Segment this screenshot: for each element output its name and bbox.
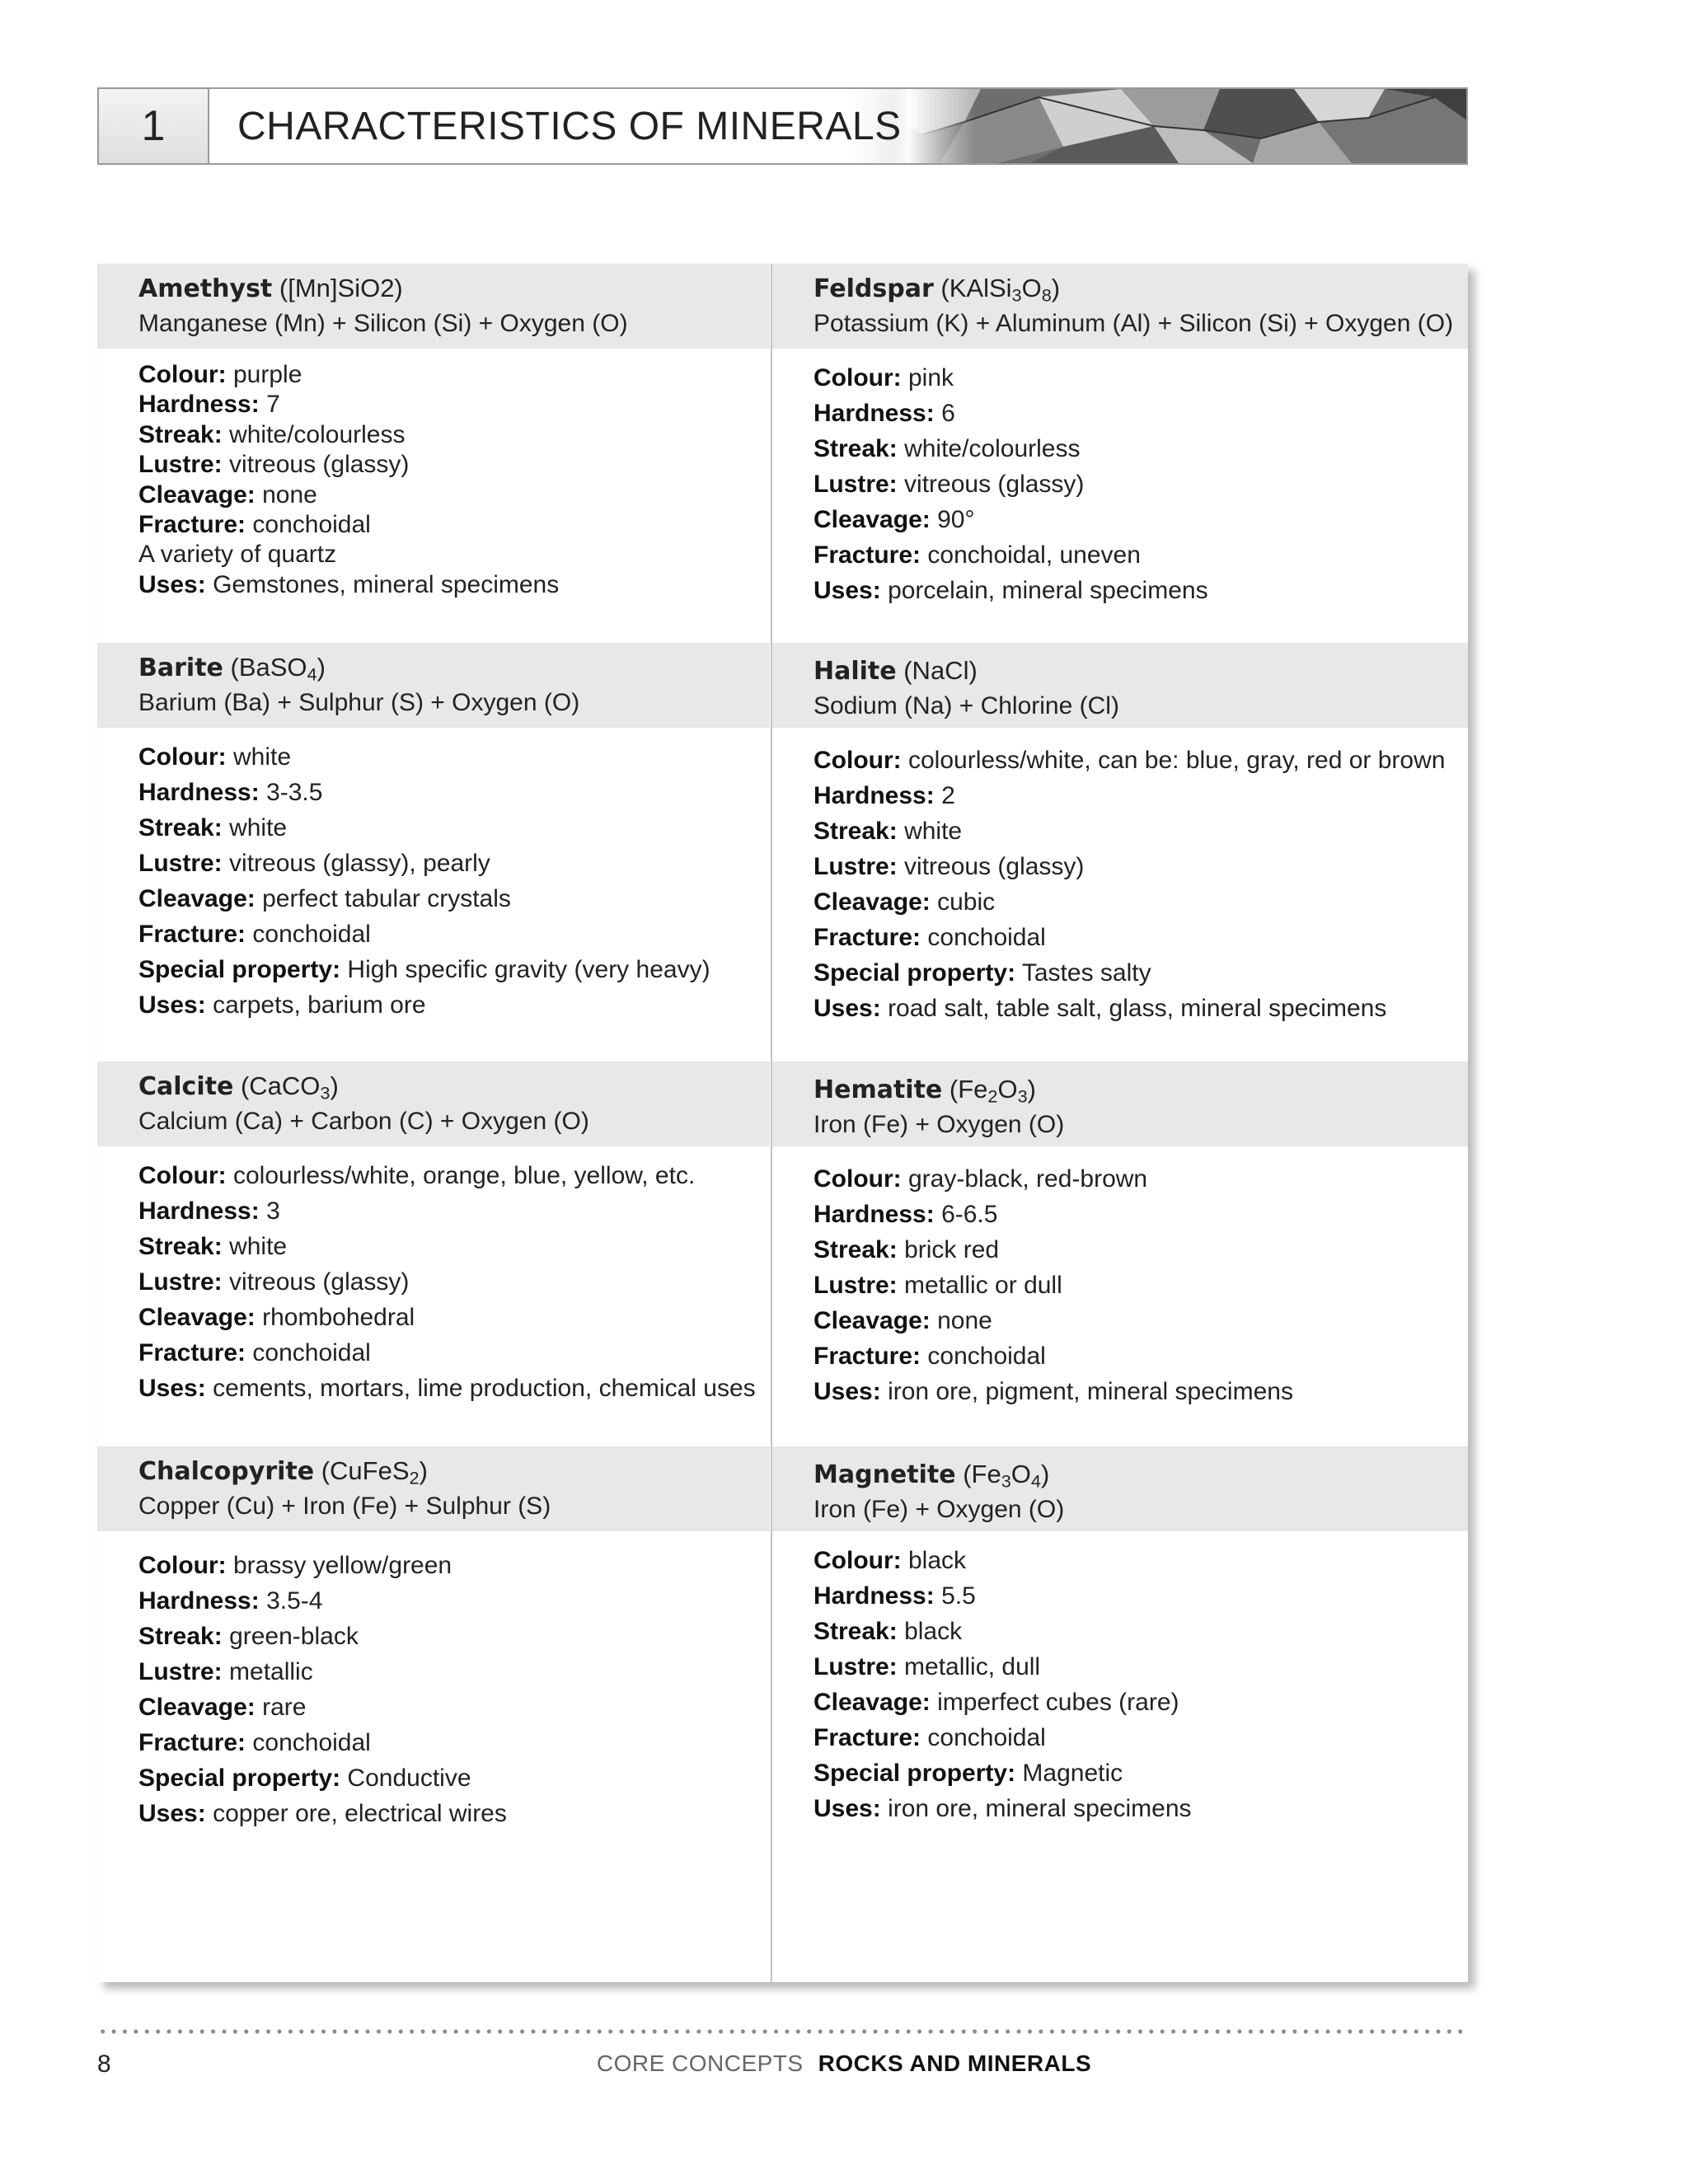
property-value: white bbox=[229, 814, 288, 841]
book-title: ROCKS AND MINERALS bbox=[818, 2050, 1092, 2076]
mineral-elements: Calcium (Ca) + Carbon (C) + Oxygen (O) bbox=[138, 1108, 589, 1135]
property-label: Streak: bbox=[138, 814, 223, 841]
property-row bbox=[814, 1197, 1468, 1232]
property-label: Fracture: bbox=[138, 1339, 246, 1366]
property-row bbox=[138, 480, 770, 510]
property-row bbox=[814, 431, 1468, 466]
property-value: 3.5-4 bbox=[266, 1587, 323, 1615]
property-value: 3 bbox=[266, 1197, 280, 1225]
property-label: Cleavage: bbox=[138, 1304, 256, 1331]
property-row bbox=[814, 573, 1468, 608]
series-name: CORE CONCEPTS bbox=[596, 2050, 804, 2076]
running-footer bbox=[0, 2050, 1688, 2077]
mineral-header bbox=[772, 1062, 1468, 1146]
property-row bbox=[138, 810, 770, 846]
mineral-chalcopyrite bbox=[97, 1446, 770, 1831]
property-value: vitreous (glassy) bbox=[229, 451, 410, 479]
mineral-name: Magnetite bbox=[814, 1460, 956, 1489]
property-row bbox=[138, 1725, 770, 1760]
property-row bbox=[138, 1548, 770, 1583]
property-row bbox=[138, 360, 770, 390]
property-value: green-black bbox=[229, 1623, 359, 1650]
property-value: imperfect cubes (rare) bbox=[937, 1689, 1179, 1716]
property-value: vitreous (glassy), pearly bbox=[229, 850, 490, 877]
property-value: 6 bbox=[941, 400, 955, 427]
property-label: Uses: bbox=[814, 577, 881, 604]
property-row bbox=[138, 420, 770, 450]
property-row bbox=[138, 987, 770, 1023]
property-label: Colour: bbox=[814, 747, 902, 774]
mineral-elements: Potassium (K) + Aluminum (Al) + Silicon (Si) + Oxygen (O) bbox=[814, 310, 1454, 337]
property-label: Colour: bbox=[814, 1165, 902, 1193]
property-row bbox=[138, 570, 770, 600]
property-value: black bbox=[904, 1618, 963, 1645]
mineral-header bbox=[97, 643, 770, 728]
property-row bbox=[138, 510, 770, 540]
property-label: Streak: bbox=[814, 435, 898, 462]
property-row bbox=[138, 1335, 770, 1371]
property-label: Streak: bbox=[814, 1618, 898, 1645]
property-value: 2 bbox=[941, 782, 955, 809]
property-value: conchoidal bbox=[927, 1343, 1046, 1370]
mineral-elements: Iron (Fe) + Oxygen (O) bbox=[814, 1496, 1065, 1523]
mineral-header bbox=[772, 264, 1468, 349]
property-label: Hardness: bbox=[814, 1201, 935, 1228]
property-label: Streak: bbox=[138, 420, 223, 448]
property-row bbox=[814, 1338, 1468, 1374]
property-row bbox=[814, 813, 1468, 849]
property-value: conchoidal bbox=[252, 1729, 371, 1756]
property-value: brick red bbox=[904, 1236, 1000, 1263]
property-value: vitreous (glassy) bbox=[904, 471, 1085, 498]
property-label: Hardness: bbox=[138, 779, 260, 806]
property-value: gray-black, red-brown bbox=[907, 1165, 1148, 1193]
property-label: Fracture: bbox=[138, 921, 246, 948]
property-value: white/colourless bbox=[904, 435, 1081, 462]
property-value: iron ore, mineral specimens bbox=[888, 1795, 1192, 1822]
property-value: conchoidal bbox=[927, 924, 1046, 951]
property-label: Special property: bbox=[138, 1765, 341, 1792]
property-label: Fracture: bbox=[814, 1724, 921, 1751]
property-list bbox=[97, 1531, 770, 1831]
property-row bbox=[138, 1264, 770, 1300]
property-row bbox=[138, 916, 770, 952]
mineral-hematite bbox=[772, 1062, 1468, 1409]
property-row bbox=[138, 1371, 770, 1406]
property-row bbox=[138, 1796, 770, 1831]
property-row bbox=[138, 1229, 770, 1264]
property-value: purple bbox=[232, 361, 302, 388]
property-row bbox=[138, 390, 770, 419]
mineral-elements: Barium (Ba) + Sulphur (S) + Oxygen (O) bbox=[138, 689, 580, 716]
property-value: 3-3.5 bbox=[266, 779, 323, 806]
property-label: Uses: bbox=[138, 1800, 206, 1827]
property-label: Hardness: bbox=[138, 1197, 260, 1225]
property-label: Colour: bbox=[138, 1162, 227, 1189]
property-value: carpets, barium ore bbox=[213, 991, 426, 1019]
property-row bbox=[814, 1685, 1468, 1720]
property-row bbox=[814, 955, 1468, 991]
property-value: none bbox=[262, 480, 317, 509]
mineral-header bbox=[772, 643, 1468, 728]
property-label: Uses: bbox=[138, 570, 206, 598]
mineral-header bbox=[97, 1446, 770, 1531]
property-row bbox=[138, 1193, 770, 1229]
property-list bbox=[97, 728, 770, 1023]
property-label: Hardness: bbox=[814, 1582, 935, 1610]
mineral-formula: ([Mn]SiO2) bbox=[279, 274, 403, 302]
property-label: Lustre: bbox=[138, 1658, 223, 1685]
property-value: conchoidal bbox=[252, 1339, 371, 1366]
property-value: white bbox=[232, 743, 292, 771]
property-row bbox=[138, 1654, 770, 1690]
property-label: Colour: bbox=[138, 361, 227, 388]
property-label: Lustre: bbox=[814, 471, 898, 498]
property-row bbox=[814, 1374, 1468, 1409]
property-row bbox=[814, 1755, 1468, 1791]
mineral-name: Amethyst bbox=[138, 274, 273, 303]
property-label: Uses: bbox=[814, 1795, 881, 1822]
property-row bbox=[138, 739, 770, 775]
mineral-name: Halite bbox=[814, 657, 897, 686]
property-value: conchoidal, uneven bbox=[927, 541, 1141, 569]
property-value: none bbox=[937, 1307, 992, 1334]
property-list bbox=[97, 1146, 770, 1406]
property-label: Hardness: bbox=[138, 391, 260, 419]
property-label: Fracture: bbox=[814, 924, 921, 951]
property-list bbox=[97, 349, 770, 600]
property-row bbox=[138, 1619, 770, 1654]
property-label: Lustre: bbox=[814, 853, 898, 880]
property-row bbox=[138, 1760, 770, 1796]
property-value: porcelain, mineral specimens bbox=[888, 577, 1208, 604]
mineral-amethyst bbox=[97, 264, 770, 600]
property-value: 90° bbox=[937, 506, 975, 533]
property-label: Cleavage: bbox=[138, 885, 256, 912]
property-value: white/colourless bbox=[229, 420, 406, 448]
mineral-header bbox=[772, 1446, 1468, 1531]
property-row bbox=[138, 846, 770, 881]
mineral-elements: Sodium (Na) + Chlorine (Cl) bbox=[814, 692, 1119, 719]
property-label: Fracture: bbox=[138, 511, 246, 539]
property-label: Cleavage: bbox=[814, 1307, 931, 1334]
property-value: iron ore, pigment, mineral specimens bbox=[888, 1378, 1293, 1405]
property-row bbox=[814, 1303, 1468, 1338]
property-label: Fracture: bbox=[814, 1343, 921, 1370]
property-row bbox=[814, 537, 1468, 573]
mineral-header bbox=[97, 264, 770, 349]
property-label: Streak: bbox=[814, 1236, 898, 1263]
property-value: rare bbox=[262, 1694, 307, 1721]
property-label: Lustre: bbox=[138, 451, 223, 479]
property-row bbox=[814, 1791, 1468, 1826]
property-label: Colour: bbox=[814, 364, 902, 391]
property-label: Special property: bbox=[814, 1760, 1016, 1787]
mineral-formula: $(Fe_3O_4)$ bbox=[963, 1460, 1050, 1492]
property-row bbox=[814, 1720, 1468, 1755]
property-value: rhombohedral bbox=[262, 1304, 415, 1331]
dotted-divider bbox=[97, 2029, 1468, 2034]
mineral-name: Chalcopyrite bbox=[138, 1457, 315, 1486]
property-value: road salt, table salt, glass, mineral specimens bbox=[888, 995, 1387, 1022]
property-label: Hardness: bbox=[814, 400, 935, 427]
property-label: Colour: bbox=[138, 1552, 227, 1579]
property-row bbox=[138, 952, 770, 987]
chapter-header bbox=[97, 87, 1468, 165]
property-value: black bbox=[907, 1547, 967, 1574]
mineral-elements: Iron (Fe) + Oxygen (O) bbox=[814, 1111, 1065, 1138]
property-value: perfect tabular crystals bbox=[262, 885, 511, 912]
property-note bbox=[138, 540, 770, 569]
property-label: Uses: bbox=[138, 991, 206, 1019]
property-row bbox=[814, 991, 1468, 1026]
chapter-title: CHARACTERISTICS OF MINERALS bbox=[237, 105, 902, 148]
property-value: white bbox=[229, 1233, 288, 1260]
property-row bbox=[138, 1690, 770, 1725]
property-label: Lustre: bbox=[138, 1268, 223, 1296]
property-value: metallic bbox=[229, 1658, 313, 1685]
mineral-formula: (CuFeS$_2$) bbox=[321, 1456, 428, 1488]
property-label: Special property: bbox=[138, 956, 341, 983]
property-label: Cleavage: bbox=[138, 480, 256, 509]
property-row bbox=[138, 775, 770, 810]
property-label: Uses: bbox=[814, 1378, 881, 1405]
property-value: Gemstones, mineral specimens bbox=[213, 570, 560, 598]
property-value: vitreous (glassy) bbox=[229, 1268, 410, 1296]
mineral-elements: Copper (Cu) + Iron (Fe) + Sulphur (S) bbox=[138, 1493, 551, 1520]
mineral-formula: (NaCl) bbox=[903, 656, 978, 685]
property-value: 7 bbox=[266, 391, 280, 419]
property-row bbox=[814, 1268, 1468, 1303]
mineral-name: Hematite bbox=[814, 1076, 943, 1104]
mineral-name: Barite bbox=[138, 654, 223, 682]
property-value: cements, mortars, lime production, chemical uses bbox=[213, 1375, 756, 1402]
property-label: Special property: bbox=[814, 959, 1016, 987]
rocks-banner-image bbox=[907, 89, 1468, 163]
property-list bbox=[772, 1146, 1468, 1409]
property-row bbox=[814, 1614, 1468, 1649]
property-label: Colour: bbox=[138, 743, 227, 771]
property-label: Uses: bbox=[814, 995, 881, 1022]
mineral-calcite bbox=[97, 1062, 770, 1406]
property-row bbox=[814, 1578, 1468, 1614]
property-row bbox=[814, 1232, 1468, 1268]
property-row bbox=[138, 881, 770, 916]
property-row bbox=[138, 1158, 770, 1193]
property-row bbox=[138, 450, 770, 480]
property-label: Streak: bbox=[138, 1233, 223, 1260]
mineral-feldspar bbox=[772, 264, 1468, 608]
property-value: 6-6.5 bbox=[941, 1201, 998, 1228]
property-row bbox=[814, 920, 1468, 955]
property-value: Magnetic bbox=[1022, 1760, 1123, 1787]
property-label: Lustre: bbox=[814, 1653, 898, 1680]
property-label: Streak: bbox=[138, 1623, 223, 1650]
property-label: Uses: bbox=[138, 1375, 206, 1402]
property-row bbox=[814, 466, 1468, 502]
mineral-formula: (BaSO$_4$) bbox=[230, 653, 326, 685]
property-row bbox=[814, 778, 1468, 813]
property-row bbox=[814, 884, 1468, 920]
mineral-name: Calcite bbox=[138, 1072, 234, 1101]
property-value: pink bbox=[907, 364, 954, 391]
property-value: brassy yellow/green bbox=[232, 1552, 452, 1579]
mineral-elements: Manganese (Mn) + Silicon (Si) + Oxygen (O) bbox=[138, 310, 628, 337]
property-label: Cleavage: bbox=[814, 888, 931, 916]
property-value: High specific gravity (very heavy) bbox=[347, 956, 710, 983]
property-value: Conductive bbox=[347, 1765, 471, 1792]
property-row bbox=[814, 1649, 1468, 1685]
property-value: colourless/white, orange, blue, yellow, etc. bbox=[232, 1162, 696, 1189]
mineral-formula: $(KAlSi_3O_8)$ bbox=[940, 274, 1061, 306]
property-label: Cleavage: bbox=[138, 1694, 256, 1721]
property-value: white bbox=[904, 818, 963, 845]
minerals-card bbox=[97, 264, 1468, 1982]
property-row bbox=[814, 502, 1468, 537]
property-label: Hardness: bbox=[138, 1587, 260, 1615]
property-label: Cleavage: bbox=[814, 1689, 931, 1716]
property-value: A variety of quartz bbox=[138, 541, 337, 569]
property-row bbox=[814, 743, 1468, 778]
property-value: metallic or dull bbox=[904, 1272, 1062, 1299]
property-row bbox=[814, 396, 1468, 431]
property-value: Tastes salty bbox=[1021, 959, 1151, 987]
mineral-formula: $(Fe_2O_3)$ bbox=[949, 1075, 1036, 1107]
property-value: colourless/white, can be: blue, gray, red or brown bbox=[907, 747, 1446, 774]
property-value: cubic bbox=[937, 888, 996, 916]
property-row bbox=[138, 1300, 770, 1335]
property-value: conchoidal bbox=[252, 511, 371, 539]
mineral-formula: (CaCO$_3$) bbox=[240, 1071, 339, 1104]
property-value: conchoidal bbox=[927, 1724, 1046, 1751]
chapter-number: 1 bbox=[99, 89, 209, 163]
mineral-halite bbox=[772, 643, 1468, 1026]
property-value: copper ore, electrical wires bbox=[213, 1800, 507, 1827]
property-list bbox=[772, 1531, 1468, 1826]
property-row bbox=[814, 849, 1468, 884]
property-value: conchoidal bbox=[252, 921, 371, 948]
mineral-header bbox=[97, 1062, 770, 1146]
property-label: Colour: bbox=[814, 1547, 902, 1574]
property-row bbox=[138, 1583, 770, 1619]
property-value: metallic, dull bbox=[904, 1653, 1041, 1680]
mineral-barite bbox=[97, 643, 770, 1023]
property-label: Streak: bbox=[814, 818, 898, 845]
property-row bbox=[814, 1161, 1468, 1197]
property-value: 5.5 bbox=[941, 1582, 976, 1610]
property-label: Fracture: bbox=[814, 541, 921, 569]
property-row bbox=[814, 1543, 1468, 1578]
property-label: Lustre: bbox=[814, 1272, 898, 1299]
property-list bbox=[772, 728, 1468, 1026]
mineral-magnetite bbox=[772, 1446, 1468, 1826]
page-number: 8 bbox=[97, 2050, 111, 2078]
property-value: vitreous (glassy) bbox=[904, 853, 1085, 880]
property-label: Cleavage: bbox=[814, 506, 931, 533]
property-row bbox=[814, 360, 1468, 396]
property-label: Hardness: bbox=[814, 782, 935, 809]
mineral-name: Feldspar bbox=[814, 274, 934, 303]
property-list bbox=[772, 349, 1468, 608]
property-label: Fracture: bbox=[138, 1729, 246, 1756]
property-label: Lustre: bbox=[138, 850, 223, 877]
